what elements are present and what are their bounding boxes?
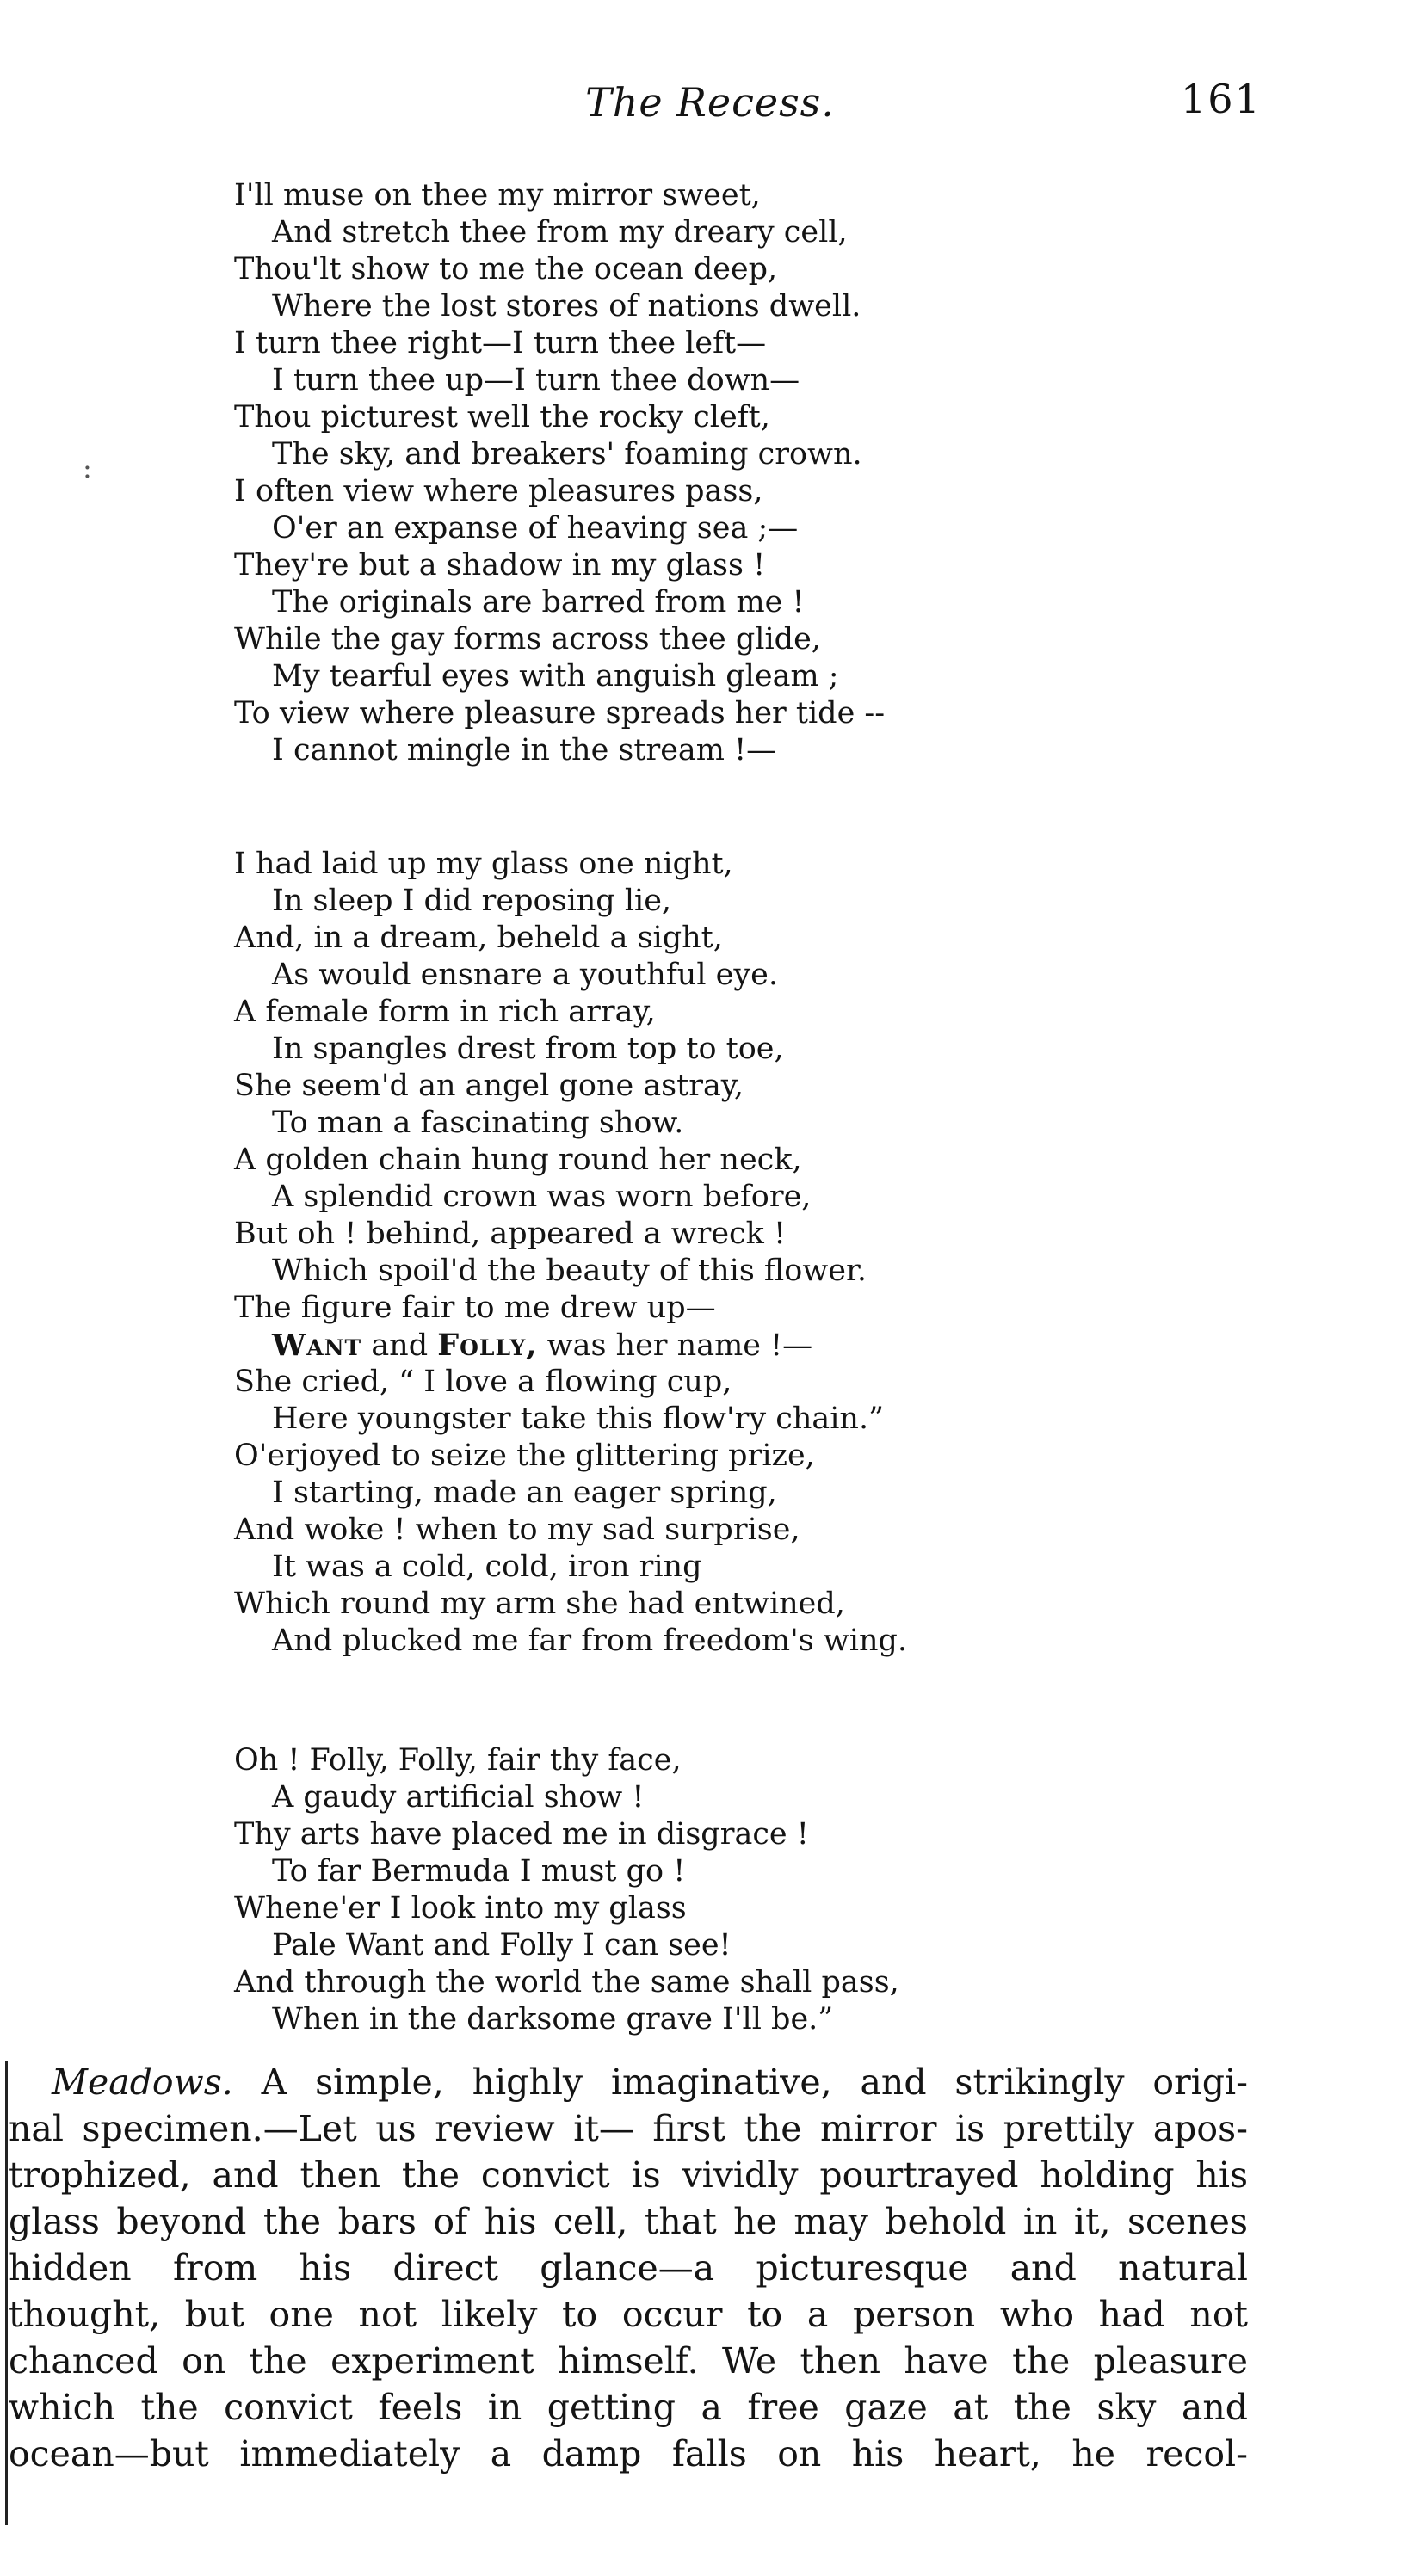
commentary-line-text: A simple, highly imaginative, and strikingly origi- [261, 2061, 1248, 2103]
poem-line: While the gay forms across thee glide, [234, 622, 821, 656]
poem-line: A female form in rich array, [234, 995, 656, 1029]
poem-stanza-2 [234, 846, 1267, 1660]
poem-line: O'erjoyed to seize the glittering prize, [234, 1439, 815, 1473]
poem-stanza-1 [234, 177, 1267, 769]
commentary-line: hidden from his direct glance—a picturesque and natural [9, 2247, 1248, 2289]
poem-line: They're but a shadow in my glass ! [234, 548, 766, 582]
commentary-paragraph [9, 2059, 1248, 2477]
poem-line: Thou'lt show to me the ocean deep, [234, 252, 778, 287]
poem-line: And woke ! when to my sad surprise, [234, 1513, 800, 1547]
small-caps-want: Want [272, 1328, 362, 1363]
commentary-line: thought, but one not likely to occur to a person who had not [9, 2294, 1248, 2335]
poem-line: A golden chain hung round her neck, [234, 1143, 802, 1177]
poem-line: And stretch thee from my dreary cell, [272, 215, 848, 250]
poem-line: I'll muse on thee my mirror sweet, [234, 178, 761, 213]
commentary-line: ocean—but immediately a damp falls on his heart, he recol- [9, 2433, 1248, 2474]
poem-line: I cannot mingle in the stream !— [272, 733, 777, 767]
small-caps-folly: Folly, [437, 1328, 538, 1363]
poem-line: A splendid crown was worn before, [272, 1180, 812, 1214]
poem-line: Pale Want and Folly I can see! [272, 1928, 732, 1963]
poem-line: The sky, and breakers' foaming crown. [272, 437, 862, 471]
commentary-line: which the convict feels in getting a free gaze at the sky and [9, 2387, 1248, 2428]
poem-line: Thou picturest well the rocky cleft, [234, 400, 770, 434]
word-and: and [371, 1328, 429, 1363]
poem-line: A gaudy artificial show ! [272, 1780, 645, 1815]
poem-line: When in the darksome grave I'll be.” [272, 2002, 834, 2037]
commentary-line: chanced on the experiment himself. We then have the pleasure [9, 2340, 1248, 2382]
poem-line: Oh ! Folly, Folly, fair thy face, [234, 1743, 682, 1778]
poem-line: In spangles drest from top to toe, [272, 1032, 784, 1066]
poem-line: Which spoil'd the beauty of this flower. [272, 1254, 867, 1288]
poem-line: She seem'd an angel gone astray, [234, 1069, 744, 1103]
poem-line: I turn thee right—I turn thee left— [234, 326, 767, 361]
poem-line-want-folly [234, 1327, 1267, 1364]
poem-line: O'er an expanse of heaving sea ;— [272, 511, 799, 545]
poem-line: I starting, made an eager spring, [272, 1476, 777, 1510]
poem-line: Whene'er I look into my glass [234, 1891, 687, 1926]
poem-line: I turn thee up—I turn thee down— [272, 363, 800, 397]
speaker-name: Meadows. [52, 2061, 233, 2103]
poem-line: Where the lost stores of nations dwell. [272, 289, 861, 324]
poem-line: She cried, “ I love a flowing cup, [234, 1365, 732, 1399]
running-header-title: The Recess. [585, 79, 835, 126]
poem-line: In sleep I did reposing lie, [272, 884, 672, 918]
commentary-line: trophized, and then the convict is vividly pourtrayed holding his [9, 2154, 1248, 2196]
poem-line: Thy arts have placed me in disgrace ! [234, 1817, 809, 1852]
poem-stanza-3 [234, 1742, 1267, 2038]
poem-line: And through the world the same shall pass, [234, 1965, 899, 2000]
poem-line: But oh ! behind, appeared a wreck ! [234, 1217, 787, 1251]
poem-line: The figure fair to me drew up— [234, 1291, 716, 1325]
poem-line: To man a fascinating show. [272, 1106, 684, 1140]
poem-line: And plucked me far from freedom's wing. [272, 1624, 908, 1658]
poem-line: It was a cold, cold, iron ring [272, 1550, 702, 1584]
poem-line: I had laid up my glass one night, [234, 847, 733, 881]
poem-line: As would ensnare a youthful eye. [272, 958, 778, 992]
poem-line: To far Bermuda I must go ! [272, 1854, 686, 1889]
page-number: 161 [1181, 76, 1262, 122]
commentary-line [9, 2059, 1248, 2105]
stray-mark: : [83, 452, 92, 484]
poem-line: Which round my arm she had entwined, [234, 1587, 845, 1621]
commentary-line: nal specimen.—Let us review it— first the mirror is prettily apos- [9, 2108, 1248, 2149]
poem-line: And, in a dream, beheld a sight, [234, 921, 723, 955]
commentary-line: glass beyond the bars of his cell, that he may behold in it, scenes [9, 2201, 1248, 2242]
poem-line: To view where pleasure spreads her tide -- [234, 696, 886, 730]
poem-line: I often view where pleasures pass, [234, 474, 763, 508]
poem-line-rest: was her name !— [546, 1328, 813, 1363]
poem-line: The originals are barred from me ! [272, 585, 805, 619]
poem-line: Here youngster take this flow'ry chain.” [272, 1402, 884, 1436]
poem-line: My tearful eyes with anguish gleam ; [272, 659, 839, 693]
margin-rule [5, 2061, 8, 2525]
